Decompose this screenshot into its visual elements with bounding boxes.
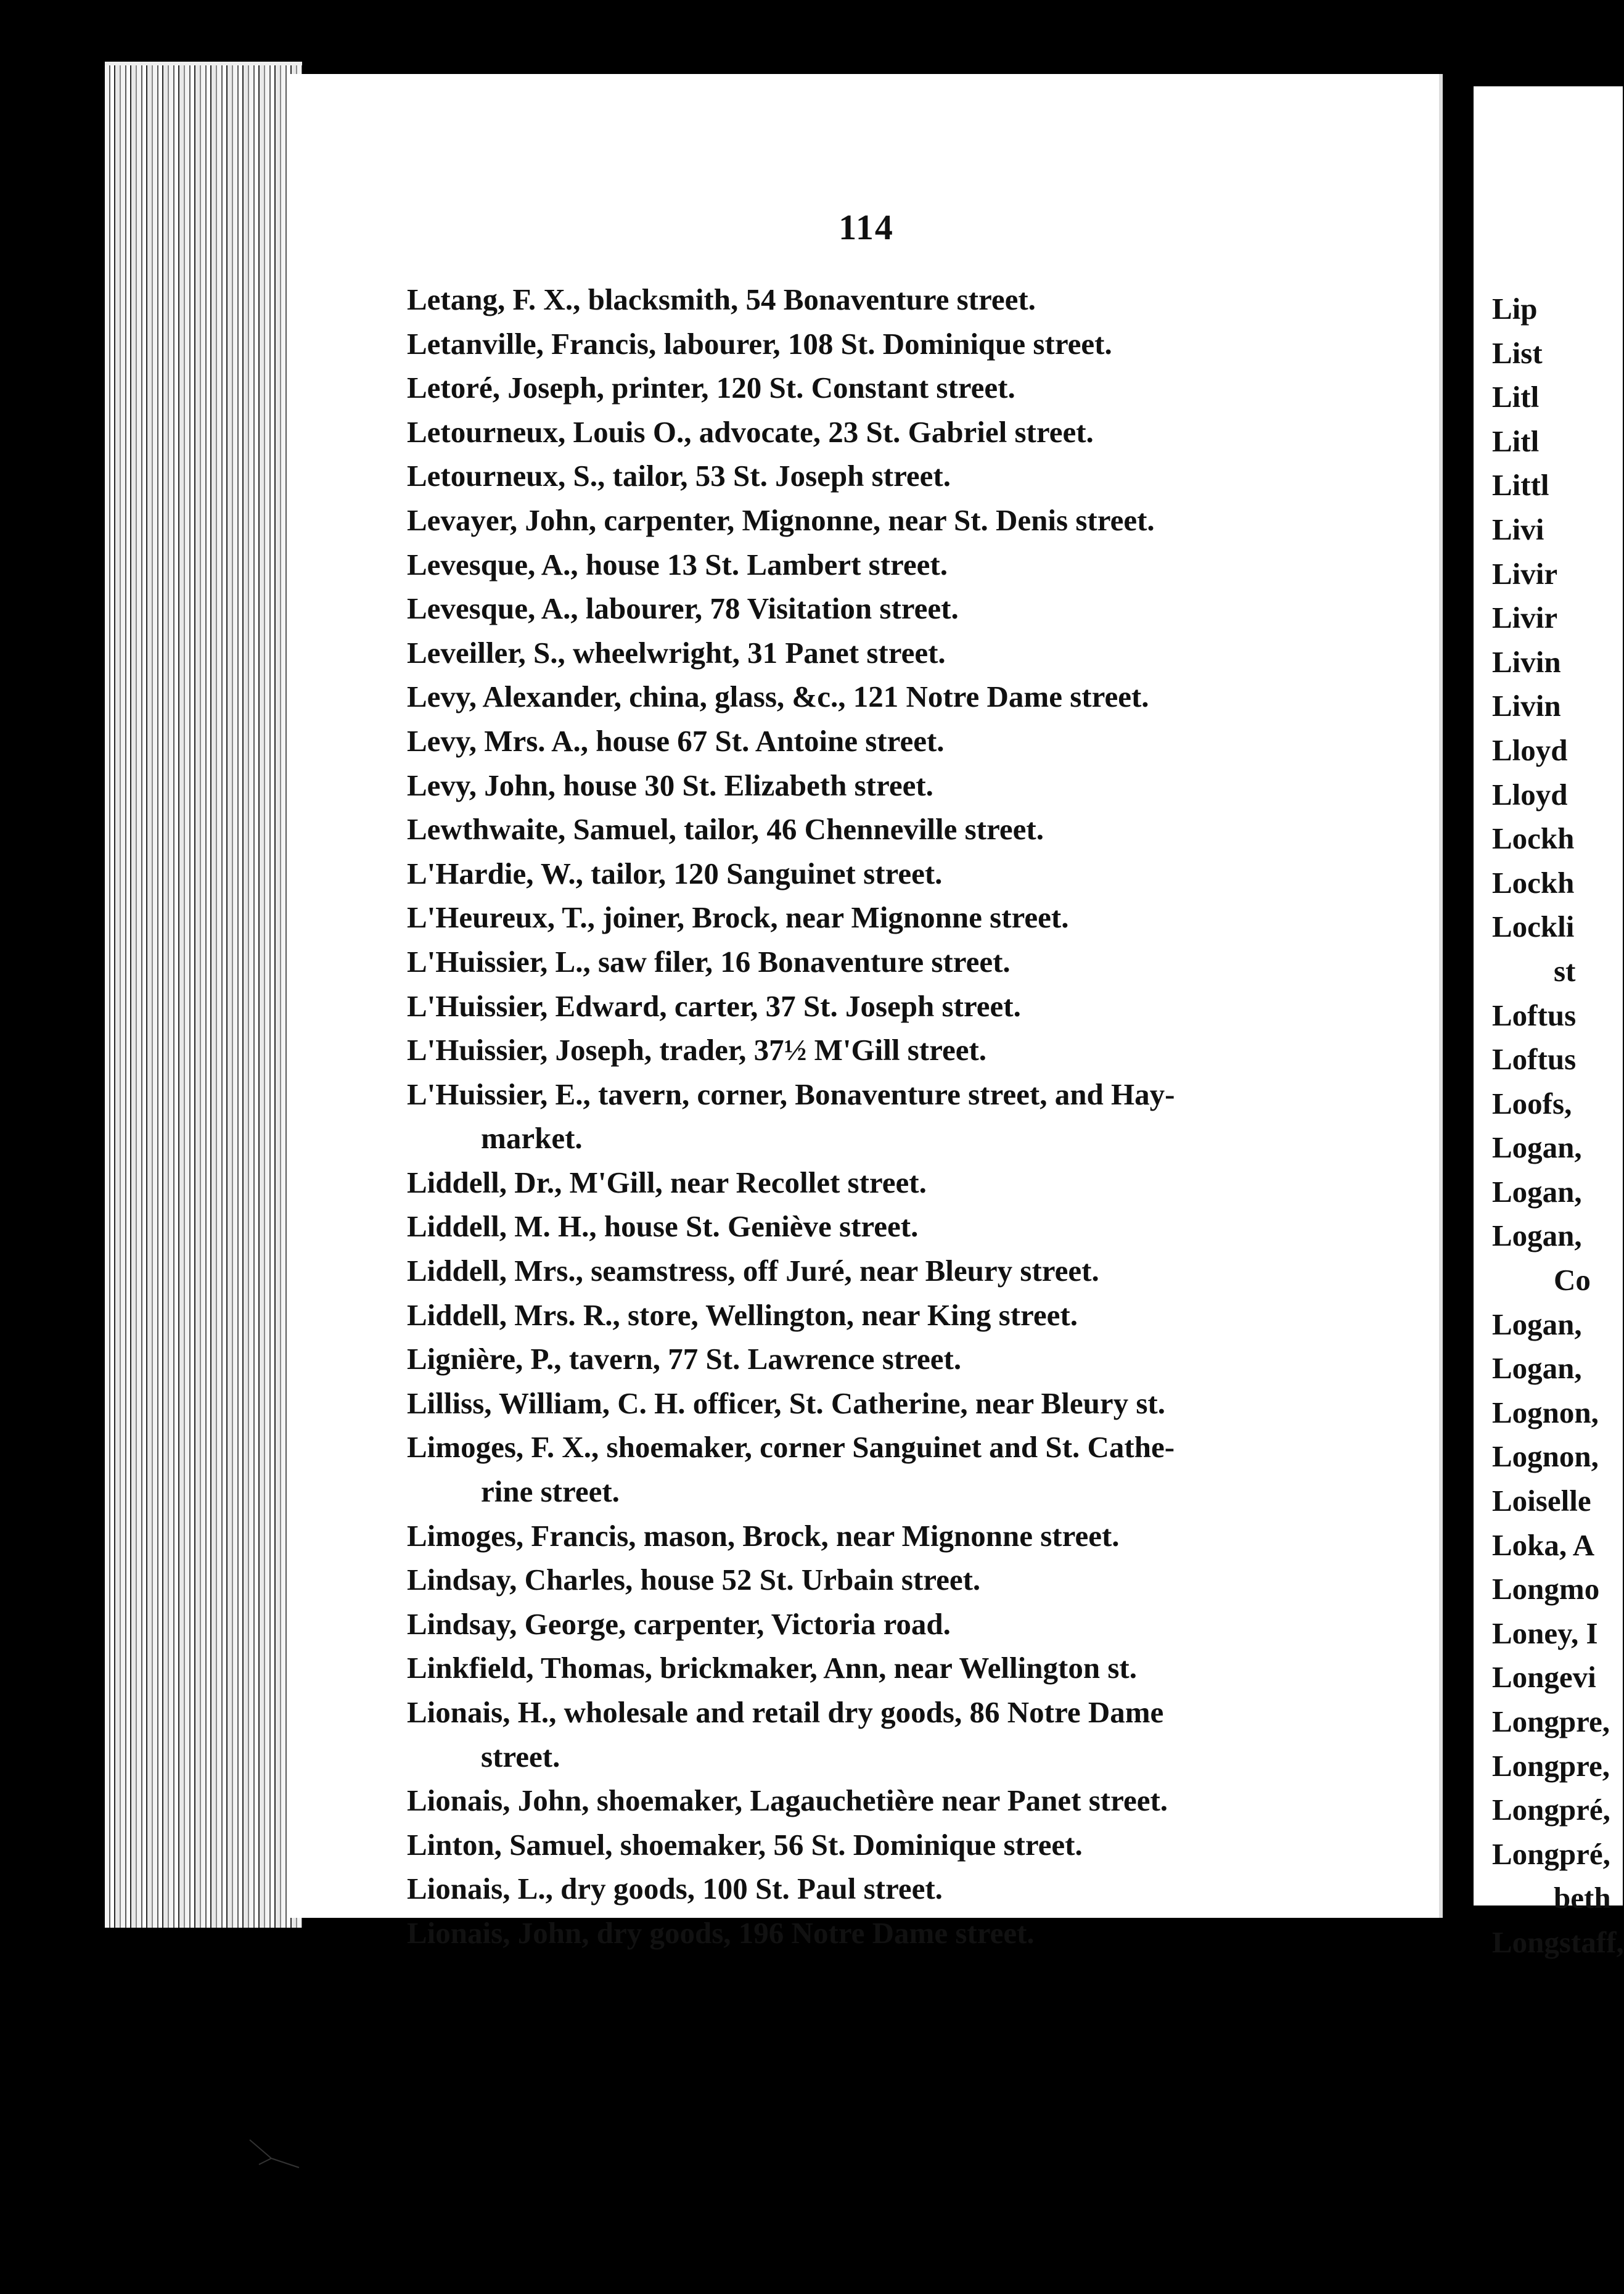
facing-page-fragment: Litl xyxy=(1492,380,1540,414)
directory-entry xyxy=(407,852,1418,896)
page-number: 114 xyxy=(839,207,894,247)
facing-page-fragment: Co xyxy=(1554,1263,1591,1297)
entry-line: Lionais, L., dry goods, 100 St. Paul street. xyxy=(407,1872,943,1906)
directory-entry xyxy=(407,1867,1418,1911)
directory-entry xyxy=(407,1337,1418,1381)
directory-entry xyxy=(407,763,1418,808)
directory-entry xyxy=(407,1204,1418,1249)
facing-page-fragment: Loftus xyxy=(1492,998,1577,1032)
facing-page-fragment: Lockh xyxy=(1492,821,1575,856)
entry-line: Lionais, H., wholesale and retail dry goods, 86 Notre Dame xyxy=(407,1695,1164,1729)
directory-entry xyxy=(407,1028,1418,1072)
entry-line: Liddell, M. H., house St. Geniève street. xyxy=(407,1209,919,1244)
facing-page-fragment: Longpre, xyxy=(1492,1748,1610,1783)
facing-page-fragment: Longpre, xyxy=(1492,1704,1610,1738)
facing-page-fragment: Lip xyxy=(1492,292,1538,326)
directory-entry xyxy=(407,1602,1418,1646)
facing-page-fragment: Livir xyxy=(1492,601,1558,635)
directory-entry xyxy=(407,278,1418,322)
directory-entry xyxy=(407,1293,1418,1338)
entry-line: Lionais, John, dry goods, 196 Notre Dame street. xyxy=(407,1915,1035,1950)
directory-entry xyxy=(407,1072,1418,1161)
facing-page-fragment: Logan, xyxy=(1492,1219,1582,1253)
directory-entry xyxy=(407,1690,1418,1778)
entry-line: Letanville, Francis, labourer, 108 St. Dominique street. xyxy=(407,326,1112,361)
facing-page-fragment: Livi xyxy=(1492,512,1544,546)
facing-page-fragment: Loofs, xyxy=(1492,1086,1572,1120)
entry-line: Linkfield, Thomas, brickmaker, Ann, near Wellington st. xyxy=(407,1651,1137,1685)
facing-page xyxy=(1474,86,1624,1959)
directory-entry xyxy=(407,1778,1418,1823)
directory-entry xyxy=(407,543,1418,587)
facing-page-fragment: Loiselle xyxy=(1492,1484,1591,1518)
directory-entry xyxy=(407,631,1418,675)
directory-entry xyxy=(407,719,1418,763)
directory-entry xyxy=(407,895,1418,940)
entry-line: Levy, John, house 30 St. Elizabeth street. xyxy=(407,768,933,802)
entry-line: Levesque, A., house 13 St. Lambert street. xyxy=(407,547,948,582)
facing-page-fragment: Longstaff, xyxy=(1492,1925,1624,1959)
directory-entries xyxy=(407,278,1418,1955)
directory-entry xyxy=(407,807,1418,852)
directory-entry xyxy=(407,498,1418,543)
facing-page-fragment: Longevi xyxy=(1492,1660,1596,1695)
directory-entry xyxy=(407,1161,1418,1205)
entry-line: Levayer, John, carpenter, Mignonne, near St. Denis street. xyxy=(407,503,1155,537)
entry-line: Liddell, Dr., M'Gill, near Recollet street. xyxy=(407,1165,927,1199)
directory-entry xyxy=(407,1249,1418,1293)
directory-entry xyxy=(407,454,1418,498)
entry-line: Lionais, John, shoemaker, Lagauchetière near Panet street. xyxy=(407,1783,1168,1818)
facing-page-fragment: List xyxy=(1492,335,1543,370)
facing-page-fragment: Loney, I xyxy=(1492,1616,1598,1650)
facing-page-fragment: Lloyd xyxy=(1492,777,1568,812)
directory-entry xyxy=(407,1911,1418,1955)
facing-page-fragment: Loka, A xyxy=(1492,1527,1595,1562)
entry-line: Linton, Samuel, shoemaker, 56 St. Dominique street. xyxy=(407,1827,1083,1862)
entry-line: Leveiller, S., wheelwright, 31 Panet street. xyxy=(407,635,946,670)
directory-entry xyxy=(407,586,1418,631)
directory-entry xyxy=(407,675,1418,719)
entry-line: Levesque, A., labourer, 78 Visitation street. xyxy=(407,591,959,626)
stray-ink-mark xyxy=(247,2134,302,2171)
entry-continuation: street. xyxy=(481,1739,560,1774)
directory-entry xyxy=(407,1646,1418,1690)
directory-entry xyxy=(407,1425,1418,1513)
entry-line: Lindsay, Charles, house 52 St. Urbain street. xyxy=(407,1563,981,1597)
entry-continuation: rine street. xyxy=(481,1474,620,1509)
entry-continuation: market. xyxy=(481,1121,583,1156)
facing-page-fragment: Loftus xyxy=(1492,1042,1577,1077)
entry-line: L'Huissier, Edward, carter, 37 St. Joseph street. xyxy=(407,989,1021,1023)
facing-page-fragment: Lockli xyxy=(1492,910,1575,944)
facing-page-fragment: Logan, xyxy=(1492,1130,1582,1165)
entry-line: L'Huissier, E., tavern, corner, Bonaventure street, and Hay- xyxy=(407,1077,1175,1111)
facing-page-fragment: Lognon, xyxy=(1492,1395,1599,1429)
facing-page-fragment: Logan, xyxy=(1492,1174,1582,1209)
entry-line: Limoges, Francis, mason, Brock, near Mignonne street. xyxy=(407,1518,1120,1553)
directory-entry xyxy=(407,984,1418,1029)
entry-line: Levy, Mrs. A., house 67 St. Antoine street. xyxy=(407,723,945,758)
directory-entry xyxy=(407,1514,1418,1558)
facing-page-fragment: Lognon, xyxy=(1492,1439,1599,1474)
facing-page-fragment: beth xyxy=(1554,1881,1611,1915)
entry-line: Levy, Alexander, china, glass, &c., 121 Notre Dame street. xyxy=(407,680,1149,714)
directory-entry xyxy=(407,322,1418,366)
book-page xyxy=(290,74,1443,1950)
directory-entry xyxy=(407,1823,1418,1867)
entry-line: L'Huissier, Joseph, trader, 37½ M'Gill street. xyxy=(407,1033,987,1067)
entry-line: Letoré, Joseph, printer, 120 St. Constant street. xyxy=(407,371,1015,405)
facing-page-fragment: Litl xyxy=(1492,424,1540,458)
facing-page-fragment: Livin xyxy=(1492,644,1561,679)
entry-line: Lignière, P., tavern, 77 St. Lawrence street. xyxy=(407,1342,962,1376)
facing-page-fragment: Lloyd xyxy=(1492,733,1568,767)
entry-line: L'Heureux, T., joiner, Brock, near Mignonne street. xyxy=(407,900,1069,935)
directory-entry xyxy=(407,1381,1418,1426)
entry-line: L'Huissier, L., saw filer, 16 Bonaventure street. xyxy=(407,944,1011,979)
facing-page-fragment: Logan, xyxy=(1492,1351,1582,1386)
entry-line: Lindsay, George, carpenter, Victoria road. xyxy=(407,1606,951,1641)
entry-line: Letourneux, Louis O., advocate, 23 St. Gabriel street. xyxy=(407,414,1094,449)
facing-page-fragment: Logan, xyxy=(1492,1307,1582,1341)
facing-page-fragment: Lockh xyxy=(1492,865,1575,900)
facing-page-fragment: Littl xyxy=(1492,468,1549,503)
directory-entry xyxy=(407,366,1418,410)
facing-page-fragment: Livir xyxy=(1492,556,1558,591)
facing-page-fragment: Longpré, xyxy=(1492,1793,1610,1827)
entry-line: Liddell, Mrs. R., store, Wellington, near King street. xyxy=(407,1297,1078,1332)
facing-page-entries xyxy=(1492,287,1624,1965)
entry-line: Limoges, F. X., shoemaker, corner Sanguinet and St. Cathe- xyxy=(407,1430,1175,1465)
directory-entry xyxy=(407,940,1418,984)
entry-line: L'Hardie, W., tailor, 120 Sanguinet street. xyxy=(407,856,943,890)
entry-line: Letourneux, S., tailor, 53 St. Joseph street. xyxy=(407,459,951,493)
directory-entry xyxy=(407,410,1418,454)
facing-page-fragment: Longmo xyxy=(1492,1572,1600,1606)
entry-line: Liddell, Mrs., seamstress, off Juré, near Bleury street. xyxy=(407,1254,1099,1288)
page-edges xyxy=(105,62,302,1928)
entry-line: Letang, F. X., blacksmith, 54 Bonaventure street. xyxy=(407,282,1036,316)
entry-line: Lewthwaite, Samuel, tailor, 46 Chenneville street. xyxy=(407,812,1044,847)
directory-entry xyxy=(407,1558,1418,1602)
facing-page-fragment: Longpré, xyxy=(1492,1836,1610,1871)
facing-page-fragment: st xyxy=(1554,953,1576,988)
facing-page-fragment: Livin xyxy=(1492,689,1561,723)
book-gutter xyxy=(1443,68,1474,1924)
entry-line: Lilliss, William, C. H. officer, St. Catherine, near Bleury st. xyxy=(407,1386,1165,1420)
